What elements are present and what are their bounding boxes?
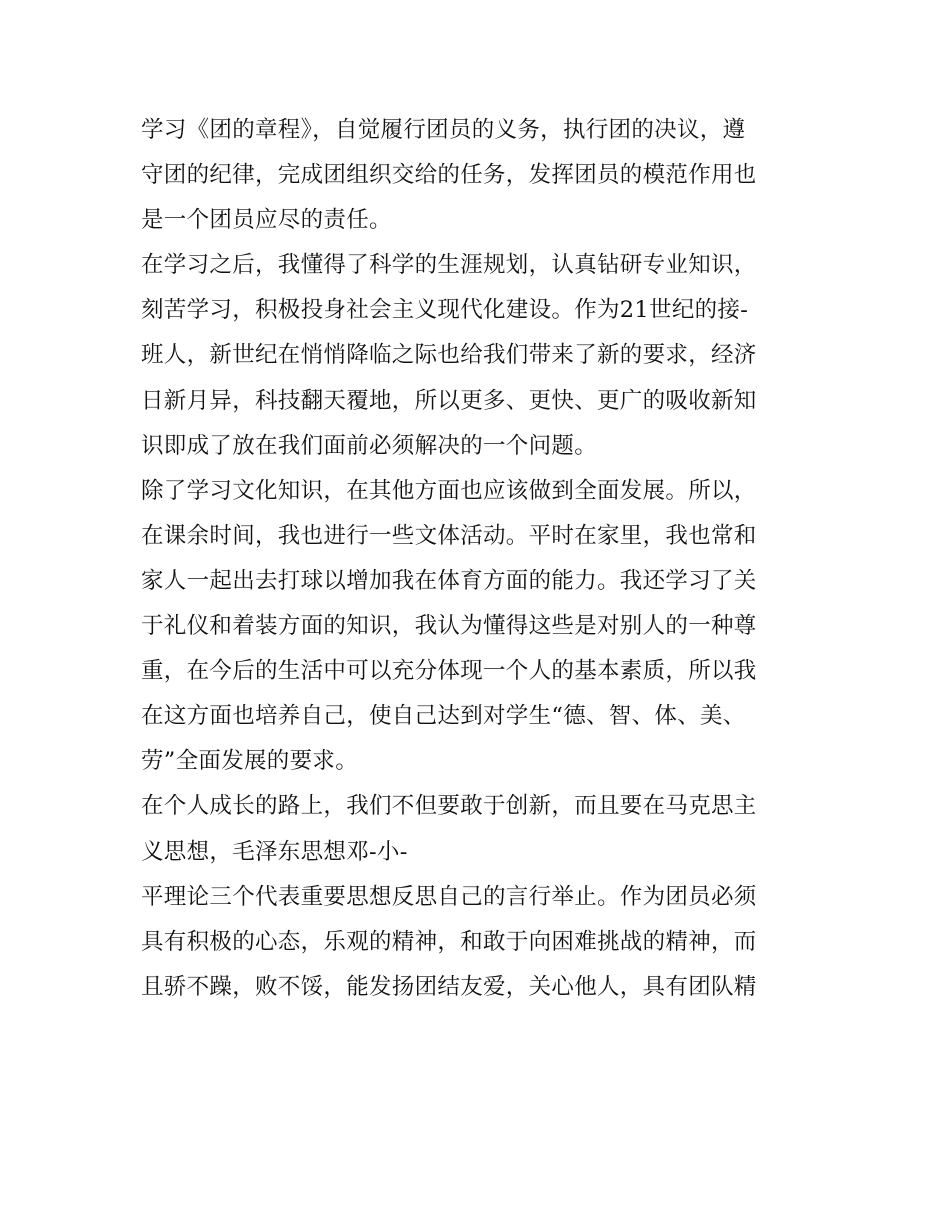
text-line: 平理论三个代表重要思想反思自己的言行举止。作为团员必须 [141, 883, 757, 910]
text-line: 家人一起出去打球以增加我在体育方面的能力。我还学习了关 [141, 567, 757, 594]
text-line: 劳”全面发展的要求。 [141, 748, 359, 775]
body-text [141, 108, 821, 1010]
text-line: 具有积极的心态，乐观的精神，和敢于向困难挑战的精神，而 [141, 928, 757, 955]
text-line: 识即成了放在我们面前必须解决的一个问题。 [141, 432, 598, 459]
text-line: 重，在今后的生活中可以充分体现一个人的基本素质，所以我 [141, 658, 757, 685]
text-line: 班人，新世纪在悄悄降临之际也给我们带来了新的要求，经济 [141, 342, 757, 369]
text-line: 在课余时间，我也进行一些文体活动。平时在家里，我也常和 [141, 522, 757, 549]
text-line: 学习《团的章程》，自觉履行团员的义务，执行团的决议，遵 [141, 117, 746, 143]
text-line: 于礼仪和着装方面的知识，我认为懂得这些是对别人的一种尊 [141, 613, 757, 640]
text-line: 在个人成长的路上，我们不但要敢于创新，而且要在马克思主 [141, 793, 757, 820]
text-line: 除了学习文化知识，在其他方面也应该做到全面发展。所以， [141, 477, 757, 504]
text-line: 是一个团员应尽的责任。 [141, 207, 392, 234]
text-line: 刻苦学习，积极投身社会主义现代化建设。作为21世纪的接- [141, 297, 749, 324]
text-line: 且骄不躁，败不馁，能发扬团结友爱，关心他人，具有团队精 [141, 973, 757, 1000]
text-line: 在学习之后，我懂得了科学的生涯规划，认真钻研专业知识， [141, 252, 757, 279]
text-line: 守团的纪律，完成团组织交给的任务，发挥团员的模范作用也 [141, 162, 757, 189]
text-line: 日新月异，科技翻天覆地，所以更多、更快、更广的吸收新知 [141, 387, 757, 414]
text-line: 在这方面也培养自己，使自己达到对学生“德、智、体、美、 [141, 703, 746, 730]
text-line: 义思想，毛泽东思想邓-小- [141, 838, 408, 865]
